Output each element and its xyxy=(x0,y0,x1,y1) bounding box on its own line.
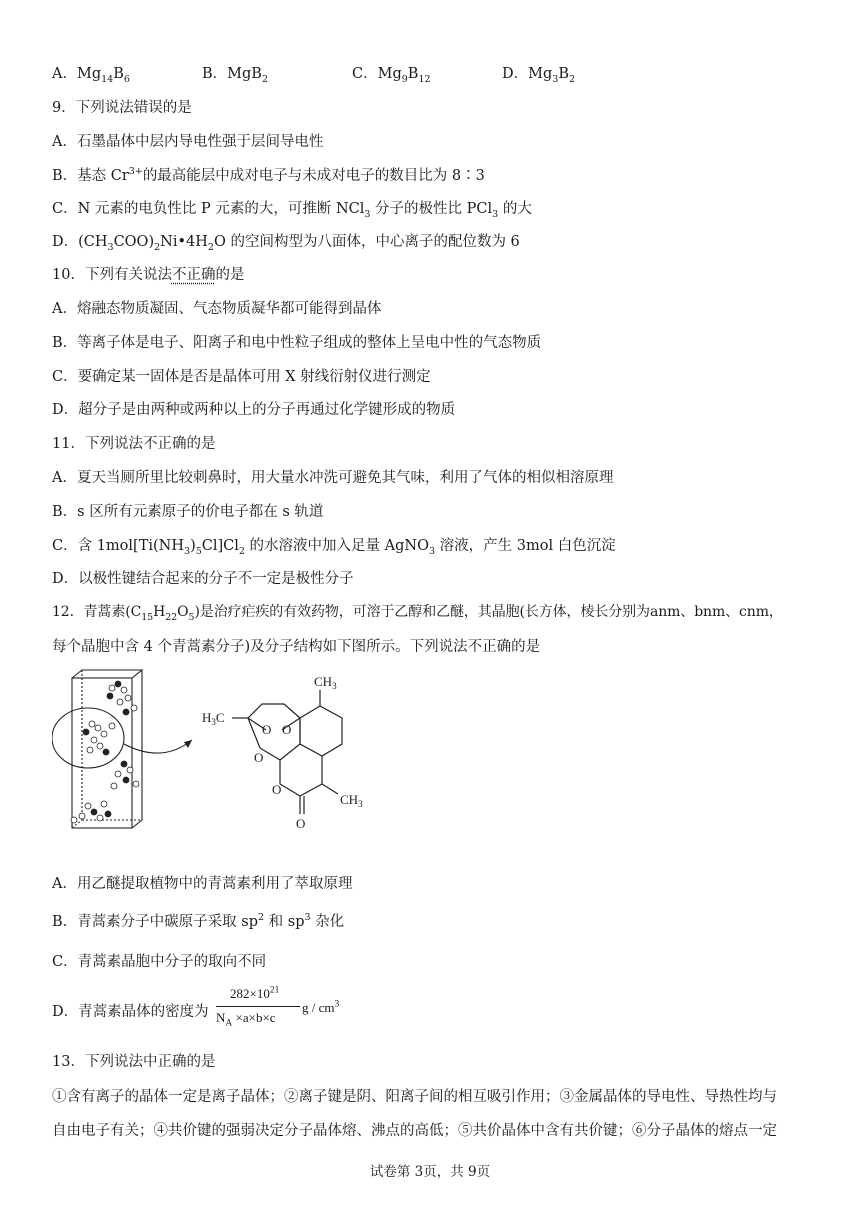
q11-stem: 11．下列说法不正确的是 xyxy=(52,436,216,452)
q12-option-c: C．青蒿素晶胞中分子的取向不同 xyxy=(52,954,267,970)
svg-text:O: O xyxy=(272,782,282,797)
magnify-arrow xyxy=(124,740,192,753)
q13-stem: 13．下列说法中正确的是 xyxy=(52,1054,216,1070)
artemisinin-figure xyxy=(52,668,392,848)
q12-option-a: A．用乙醚提取植物中的青蒿素利用了萃取原理 xyxy=(52,876,353,892)
q13-line1: ①含有离子的晶体一定是离子晶体；②离子键是阴、阳离子间的相互吸引作用；③金属晶体的导电性、导热性均与 xyxy=(52,1089,777,1105)
fraction-bar xyxy=(216,1006,300,1007)
svg-text:O: O xyxy=(254,750,264,765)
q11-option-c: C．含 $1mol[Ti(NH_3)_5Cl]Cl_2$ 的水溶液中加入足量 AgNO$_3$ 溶液，产生 3mol 白色沉淀 xyxy=(52,538,616,557)
q9-option-a: A．石墨晶体中层内导电性强于层间导电性 xyxy=(52,134,324,150)
q12-stem-line1: 12．青蒿素$(C_{15}H_{22}O_5)$是治疗疟疾的有效药物，可溶于乙醇和乙醚，其晶胞(长方体，棱长分别为anm、bnm、cnm， xyxy=(52,604,783,623)
q10-stem: 10．下列有关说法不正确的是 xyxy=(52,267,245,283)
q12-stem-line2: 每个晶胞中含 4 个青蒿素分子)及分子结构如下图所示。下列说法不正确的是 xyxy=(52,639,541,655)
label-h3c: $H_3C$ xyxy=(202,710,225,727)
q10-option-c: C．要确定某一固体是否是晶体可用 X 射线衍射仪进行测定 xyxy=(52,369,431,385)
label-carbonyl-o: O xyxy=(296,816,306,831)
artemisinin-structure xyxy=(232,690,342,814)
q10-option-d: D．超分子是由两种或两种以上的分子再通过化学键形成的物质 xyxy=(52,402,456,418)
q11-option-b: B．s 区所有元素原子的价电子都在 s 轨道 xyxy=(52,504,324,520)
q12-option-d: D．青蒿素晶体的密度为 xyxy=(52,1004,209,1020)
density-unit: g / $cm^3$ xyxy=(302,999,340,1015)
page-footer: 试卷第 3页，共 9页 xyxy=(369,1164,491,1180)
q9-stem: 9．下列说法错误的是 xyxy=(52,100,192,116)
q8-option-b-text: B．MgB$_2$ xyxy=(202,66,268,85)
label-ch3-right: $CH_3$ xyxy=(340,792,363,809)
q11-option-d: D．以极性键结合起来的分子不一定是极性分子 xyxy=(52,571,354,587)
fraction-denominator: $N_A \times a\times b\times c$ xyxy=(216,1010,276,1029)
q12-figure xyxy=(52,668,392,852)
q12-option-b: B．青蒿素分子中碳原子采取 $sp^2$ 和 $sp^3$ 杂化 xyxy=(52,912,345,930)
fraction-numerator: $282\times 10^{21}$ xyxy=(230,985,280,1001)
svg-text:O: O xyxy=(262,722,272,737)
label-ch3-top: $CH_3$ xyxy=(314,674,337,691)
q13-line2: 自由电子有关；④共价键的强弱决定分子晶体熔、沸点的高低；⑤共价晶体中含有共价键；⑥分子晶体的熔点一定 xyxy=(52,1123,777,1139)
q9-option-c: C．N 元素的电负性比 P 元素的大，可推断 NCl$_3$ 分子的极性比 PCl$_3$ 的大 xyxy=(52,201,532,220)
structure-labels xyxy=(202,674,363,831)
q8-option-d xyxy=(502,62,575,83)
unit-cell-molecules xyxy=(71,681,139,823)
q8-option-a-text: A．$Mg_{14}B_6$ xyxy=(52,66,130,85)
q10-option-a: A．熔融态物质凝固、气态物质凝华都可能得到晶体 xyxy=(52,301,382,317)
q10-emphasis: 不正确 xyxy=(171,267,216,283)
q8-option-c xyxy=(352,62,431,83)
q8-option-d-text: D．$Mg_3B_2$ xyxy=(502,66,576,85)
svg-text:O: O xyxy=(282,722,292,737)
q9-option-d: D．$(CH_3COO)_2Ni•4H_2O$ 的空间构型为八面体，中心离子的配位数为 6 xyxy=(52,234,520,253)
magnify-ellipse xyxy=(52,708,124,768)
q8-option-a xyxy=(52,62,130,83)
q11-option-a: A．夏天当厕所里比较刺鼻时，用大量水冲洗可避免其气味，利用了气体的相似相溶原理 xyxy=(52,470,614,486)
q8-option-b xyxy=(202,62,268,83)
q8-option-c-text: C．$Mg_9B_{12}$ xyxy=(352,66,431,85)
q9-option-b: B．基态 $Cr^{3+}$的最高能层中成对电子与未成对电子的数目比为 8∶3 xyxy=(52,166,485,184)
q10-option-b: B．等离子体是电子、阳离子和电中性粒子组成的整体上呈电中性的气态物质 xyxy=(52,335,542,351)
